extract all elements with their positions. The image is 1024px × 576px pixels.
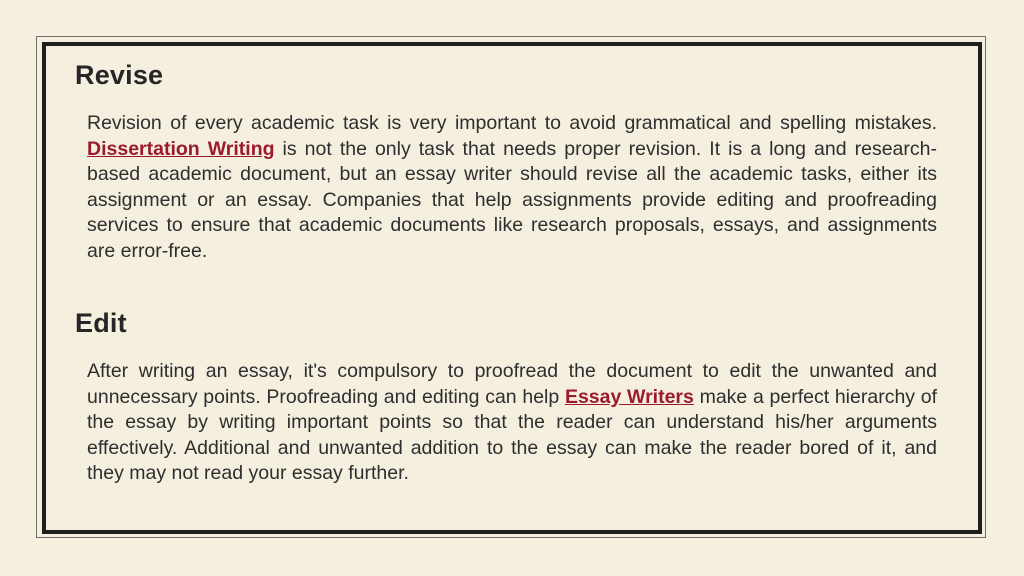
paragraph-text: is not the only task that needs proper revision. It is a long and research-based academic document, but an essay writer should revise all the academic tasks, either its assignment or an essay. Companies that help assignments provide editing and proofreading services to ensure that academic documents like research proposals, essays, and assignments are error-free. xyxy=(87,137,937,262)
paragraph-text: After writing an essay, it's compulsory to proofread the document to edit the unwanted and unnecessary points. Proofreading and editing can help xyxy=(87,360,937,408)
section-title-revise: Revise xyxy=(75,60,164,90)
dissertation-writing-link[interactable]: Dissertation Writing xyxy=(87,137,275,160)
section-title-edit: Edit xyxy=(75,308,127,338)
essay-writers-link[interactable]: Essay Writers xyxy=(564,385,694,408)
section-paragraph-edit xyxy=(87,359,937,487)
section-paragraph-revise xyxy=(87,111,937,265)
paragraph-text: Revision of every academic task is very important to avoid grammatical and spelling mistakes. xyxy=(87,112,937,134)
paragraph-text: make a perfect hierarchy of the essay by writing important points so that the reader can understand his/her arguments effectively. Additional and unwanted addition to the essay can make the reader bored of it, and they may not read your essay further. xyxy=(87,385,938,485)
